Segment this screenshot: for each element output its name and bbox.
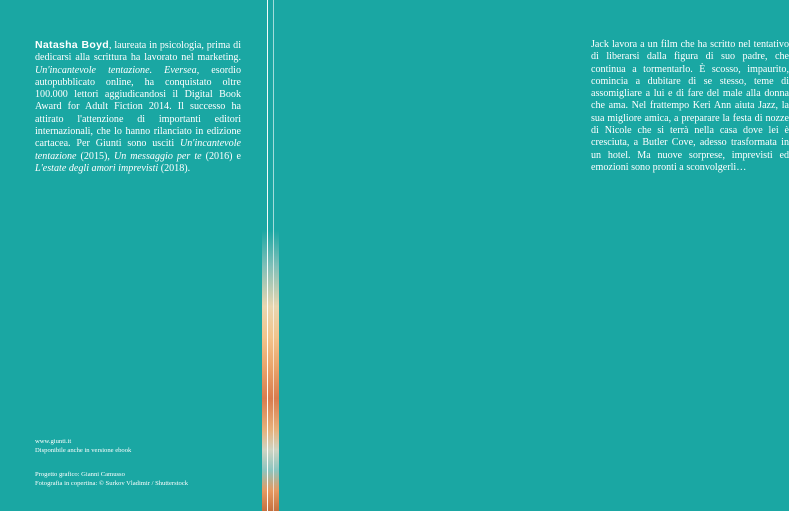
book-title-3: Un messaggio per te — [113, 150, 202, 162]
spine-fold-line — [267, 0, 268, 511]
bio-text-4: (2016) e — [201, 150, 242, 162]
bio-text-2: , esordio autopubblicato online, ha conquistato oltre 100.000 lettori aggiudicandosi il Digital Book Award for Adult Fiction 2014. Il successo ha attirato l'attenzione di importanti editori internazionali, che lo hanno rilanciato in edizione cartacea. Per Giunti sono usciti — [35, 64, 241, 150]
book-spine — [262, 0, 279, 511]
design-credit: Progetto grafico: Gianni Camusso — [35, 471, 125, 478]
publisher-website: www.giunti.it — [35, 438, 72, 445]
bio-text-3: (2015), — [76, 150, 114, 162]
bio-text-5: (2018). — [158, 162, 191, 174]
book-synopsis: Jack lavora a un film che ha scritto nel tentativo di liberarsi dalla figura di suo padre, che continua a tormentarlo. È scosso, impaurito, comincia a dubitare di se stesso, teme di assomigliare a lui e di fare del male alla donna che ama. Nel frattempo Keri Ann aiuta Jazz, la sua migliore amica, a preparare la festa di nozze di Nicole che si terrà nella casa dove lei è cresciuta, a Butler Cove, adesso trasformata in un hotel. Ma nuove sorprese, imprevisti ed emozioni sono pronti a sconvolgerli… — [591, 39, 789, 173]
spine-fold-line-secondary — [273, 0, 274, 511]
left-flap — [0, 0, 262, 511]
book-title-4: L'estate degli amori imprevisti — [35, 162, 159, 174]
ebook-note: Disponibile anche in versione ebook — [35, 447, 132, 454]
book-title-2: Un'incantevole tentazione — [35, 138, 241, 162]
photo-credit: Fotografia in copertina: © Surkov Vladimir / Shutterstock — [35, 480, 189, 487]
publisher-credits — [35, 437, 235, 455]
author-bio — [35, 39, 241, 175]
right-flap — [279, 0, 789, 511]
author-name: Natasha Boyd — [35, 39, 109, 51]
book-title-1: Un'incantevole tentazione. Eversea — [35, 64, 197, 76]
design-credits — [35, 470, 235, 488]
bio-text-1: , laureata in psicologia, prima di dedicarsi alla scrittura ha lavorato nel marketing. — [35, 40, 241, 64]
